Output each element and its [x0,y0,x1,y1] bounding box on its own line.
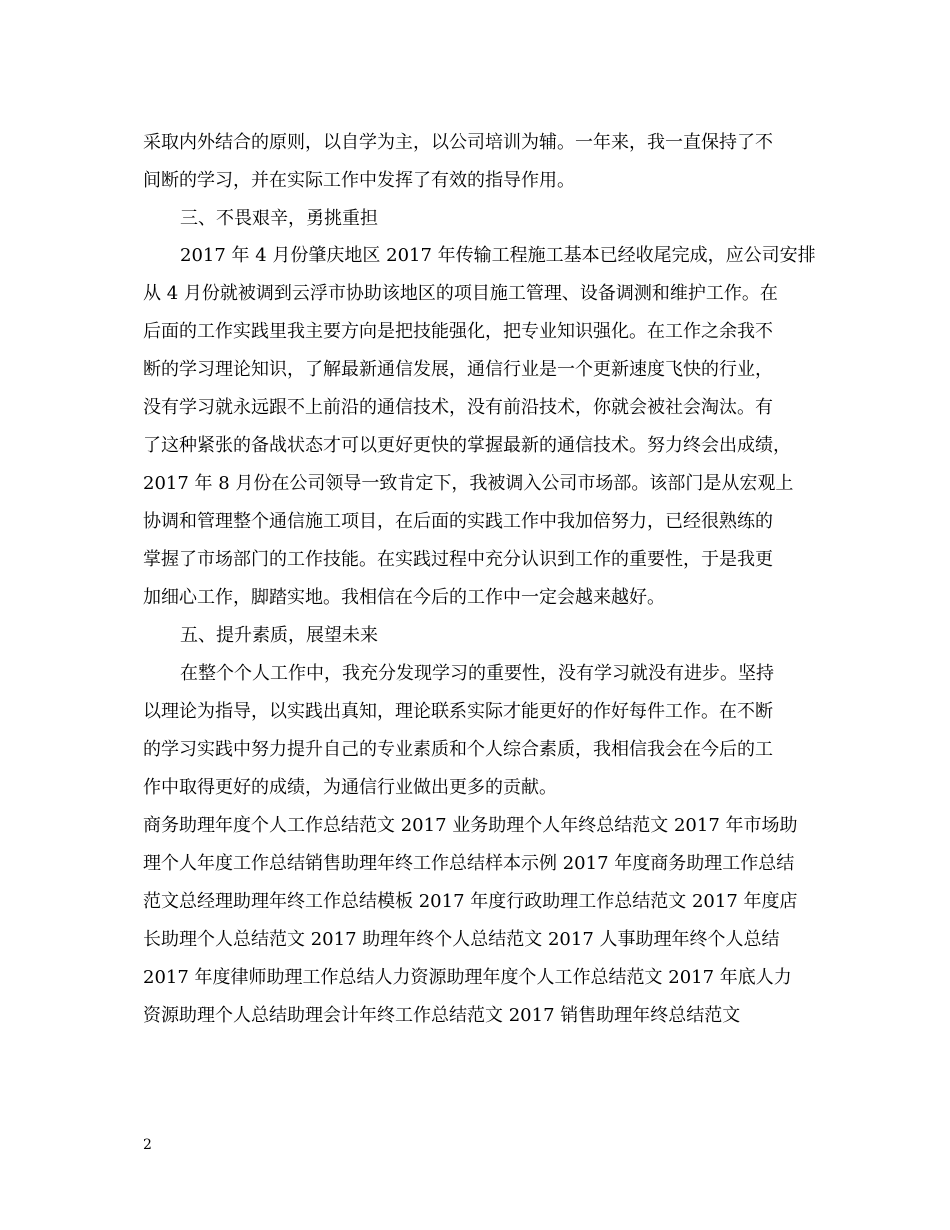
body-line: 作中取得更好的成绩，为通信行业做出更多的贡献。 [143,777,557,798]
body-line: 加细心工作，脚踏实地。我相信在今后的工作中一定会越来越好。 [143,587,665,608]
body-line: 没有学习就永远跟不上前沿的通信技术，没有前沿技术，你就会被社会淘汰。有 [143,397,773,418]
related-links-line: 商务助理年度个人工作总结范文 2017 业务助理个人年终总结范文 2017 年市场助 [143,815,798,836]
related-links-line: 2017 年度律师助理工作总结人力资源助理年度个人工作总结范文 2017 年底人力 [143,967,792,988]
body-line: 间断的学习，并在实际工作中发挥了有效的指导作用。 [143,170,575,191]
body-line: 2017 年 8 月份在公司领导一致肯定下，我被调入公司市场部。该部门是从宏观上 [143,473,794,494]
body-line: 协调和管理整个通信施工项目，在后面的实践工作中我加倍努力，已经很熟练的 [143,511,773,532]
related-links-line: 长助理个人总结范文 2017 助理年终个人总结范文 2017 人事助理年终个人总结 [143,929,780,950]
section-heading: 五、提升素质，展望未来 [180,625,378,646]
body-line: 在整个个人工作中，我充分发现学习的重要性，没有学习就没有进步。坚持 [180,663,774,684]
page-number: 2 [143,1137,152,1153]
section-heading: 三、不畏艰辛，勇挑重担 [180,208,378,229]
related-links-line: 理个人年度工作总结销售助理年终工作总结样本示例 2017 年度商务助理工作总结 [143,853,795,874]
related-links-line: 资源助理个人总结助理会计年终工作总结范文 2017 销售助理年终总结范文 [143,1005,741,1026]
body-line: 断的学习理论知识，了解最新通信发展，通信行业是一个更新速度飞快的行业， [143,359,773,380]
body-line: 的学习实践中努力提升自己的专业素质和个人综合素质，我相信我会在今后的工 [143,739,773,760]
related-links-line: 范文总经理助理年终工作总结模板 2017 年度行政助理工作总结范文 2017 年度店 [143,891,798,912]
body-line: 从 4 月份就被调到云浮市协助该地区的项目施工管理、设备调测和维护工作。在 [143,283,778,304]
body-line: 以理论为指导，以实践出真知，理论联系实际才能更好的作好每件工作。在不断 [143,701,773,722]
body-line: 了这种紧张的备战状态才可以更好更快的掌握最新的通信技术。努力终会出成绩， [143,435,791,456]
body-line: 采取内外结合的原则，以自学为主，以公司培训为辅。一年来，我一直保持了不 [143,132,773,153]
body-line: 后面的工作实践里我主要方向是把技能强化，把专业知识强化。在工作之余我不 [143,321,773,342]
body-line: 掌握了市场部门的工作技能。在实践过程中充分认识到工作的重要性，于是我更 [143,549,773,570]
body-line: 2017 年 4 月份肇庆地区 2017 年传输工程施工基本已经收尾完成，应公司安排 [180,245,816,266]
